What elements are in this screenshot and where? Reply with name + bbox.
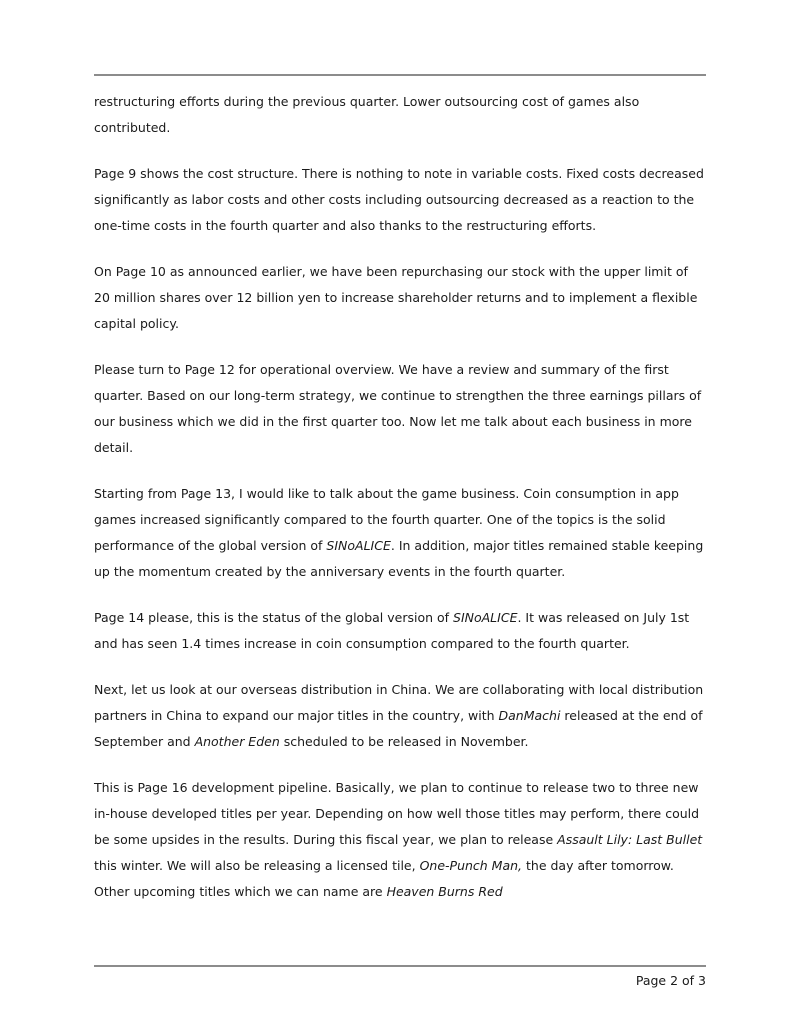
top-rule [94, 74, 706, 76]
paragraph [94, 605, 706, 657]
paragraph [94, 677, 706, 755]
paragraph [94, 357, 706, 461]
text-run: scheduled to be released in November. [279, 734, 529, 749]
text-run: the day after tomorrow. Other upcoming titles which we can name are [94, 858, 674, 899]
text-run: Page 14 please, this is the status of the global version of [94, 610, 454, 625]
text-run: released at the end of September and [94, 708, 703, 749]
italic-title-run: Another Eden [194, 734, 280, 749]
text-run: Page 9 shows the cost structure. There is nothing to note in variable costs. Fixed costs decreased significantly as labor costs and other costs including outsourcing decreased as a reaction to the one-time costs in the fourth quarter and also thanks to the restructuring efforts. [94, 166, 704, 233]
text-run: . It was released on July 1st and has seen 1.4 times increase in coin consumption compared to the fourth quarter. [94, 610, 690, 651]
italic-title-run: One-Punch Man, [419, 858, 523, 873]
paragraph [94, 481, 706, 585]
paragraph [94, 259, 706, 337]
text-run: . In addition, major titles remained stable keeping up the momentum created by the anniversary events in the fourth quarter. [94, 538, 704, 579]
text-run: this winter. We will also be releasing a licensed tile, [94, 858, 420, 873]
italic-title-run: Assault Lily: Last Bullet [557, 832, 703, 847]
paragraph [94, 89, 706, 141]
text-run: Please turn to Page 12 for operational overview. We have a review and summary of the first quarter. Based on our long-term strategy, we continue to strengthen the three earnings pillars of our business which we did in the first quarter too. Now let me talk about each business in more detail. [94, 362, 702, 455]
paragraph [94, 161, 706, 239]
italic-title-run: SINoALICE [453, 610, 518, 625]
text-run: Starting from Page 13, I would like to talk about the game business. Coin consumption in app games increased significantly compared to the fourth quarter. One of the topics is the solid performance of the global version of [94, 486, 679, 553]
bottom-rule [94, 965, 706, 967]
paragraph-list [94, 89, 706, 925]
text-run: restructuring efforts during the previous quarter. Lower outsourcing cost of games also contributed. [94, 94, 640, 135]
text-run: This is Page 16 development pipeline. Basically, we plan to continue to release two to three new in-house developed titles per year. Depending on how well those titles may perform, there could be some upsides in the results. During this fiscal year, we plan to release [94, 780, 700, 847]
italic-title-run: DanMachi [498, 708, 561, 723]
text-run: On Page 10 as announced earlier, we have been repurchasing our stock with the upper limit of 20 million shares over 12 billion yen to increase shareholder returns and to implement a flexible capital policy. [94, 264, 698, 331]
paragraph [94, 775, 706, 905]
page-number: Page 2 of 3 [635, 973, 706, 988]
text-run: Next, let us look at our overseas distribution in China. We are collaborating with local distribution partners in China to expand our major titles in the country, with [94, 682, 704, 723]
italic-title-run: Heaven Burns Red [386, 884, 503, 899]
italic-title-run: SINoALICE [326, 538, 391, 553]
